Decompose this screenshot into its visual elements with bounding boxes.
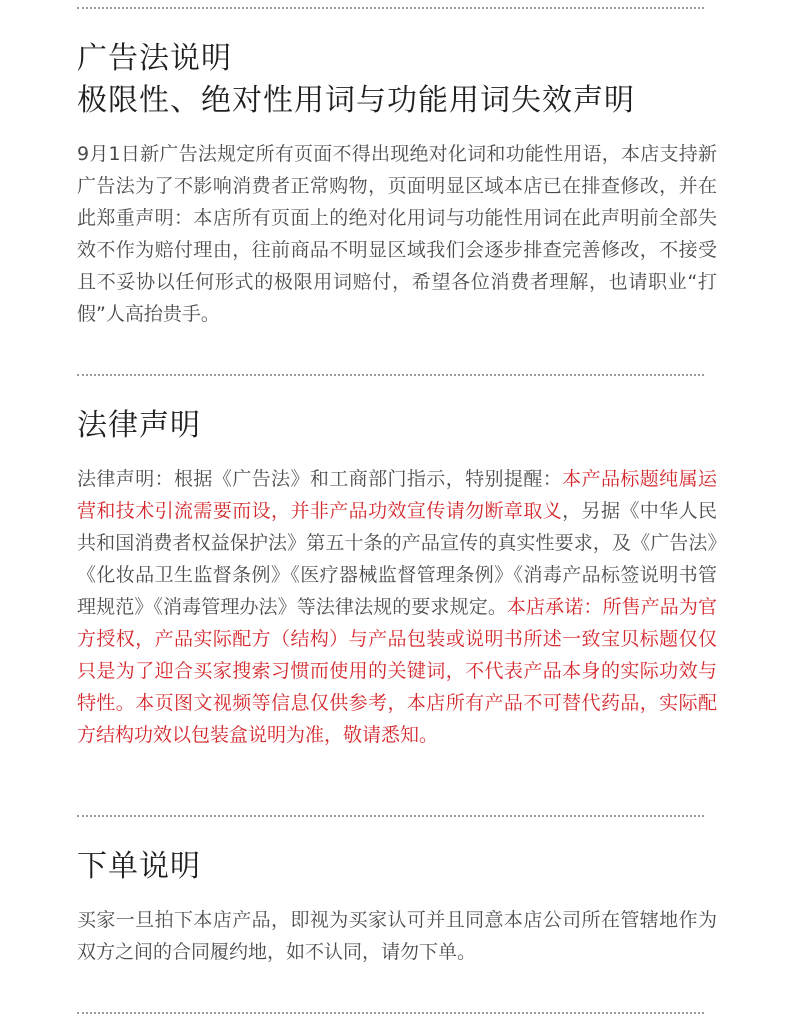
- legal-body-commitment: 本店承诺：所售产品为官方授权，产品实际配方（结构）与产品包装或说明书所述一致宝贝标题仅仅只是为了迎合买家搜索习惯而使用的关键词，不代表产品本身的实际功效与特性。本页图文视频等信息仅供参考，本店所有产品不可替代药品，实际配方结构功效以包装盒说明为准，敬请悉知。: [77, 596, 717, 746]
- ad-law-title: 广告法说明: [77, 41, 232, 76]
- legal-body: [77, 463, 717, 751]
- ad-law-body: 9月1日新广告法规定所有页面不得出现绝对化词和功能性用语，本店支持新广告法为了不影响消费者正常购物，页面明显区域本店已在排查修改，并在此郑重声明：本店所有页面上的绝对化用词与功能性用词在此声明前全部失效不作为赔付理由，往前商品不明显区域我们会逐步排查完善修改，不接受且不妥协以任何形式的极限用词赔付，希望各位消费者理解，也请职业“打假”人高抬贵手。: [77, 143, 717, 325]
- divider-bottom: [77, 1012, 704, 1014]
- divider-top: [77, 7, 704, 9]
- ad-law-subtitle: 极限性、绝对性用词与功能用词失效声明: [77, 83, 635, 118]
- legal-body-regulations: ，另据《中华人民共和国消费者权益保护法》第五十条的产品宣传的真实性要求，及《广告法》《化妆品卫生监督条例》《医疗器械监督管理条例》《消毒产品标签说明书管理规范》《消毒管理办法》等法律法规的要求规定。: [77, 500, 717, 618]
- order-body: 买家一旦拍下本店产品，即视为买家认可并且同意本店公司所在管辖地作为双方之间的合同履约地，如不认同，请勿下单。: [77, 909, 717, 963]
- divider-1: [77, 374, 704, 376]
- legal-section: [77, 405, 717, 751]
- divider-2: [77, 815, 704, 817]
- legal-body-intro: 法律声明：根据《广告法》和工商部门指示，特别提醒：: [77, 468, 563, 490]
- order-section: [77, 846, 717, 968]
- ad-law-section: [77, 38, 717, 330]
- legal-body-notice: 本产品标题纯属运营和技术引流需要而设，并非产品功效宣传请勿断章取义: [77, 468, 717, 522]
- legal-title: 法律声明: [77, 408, 201, 443]
- order-title: 下单说明: [77, 849, 201, 884]
